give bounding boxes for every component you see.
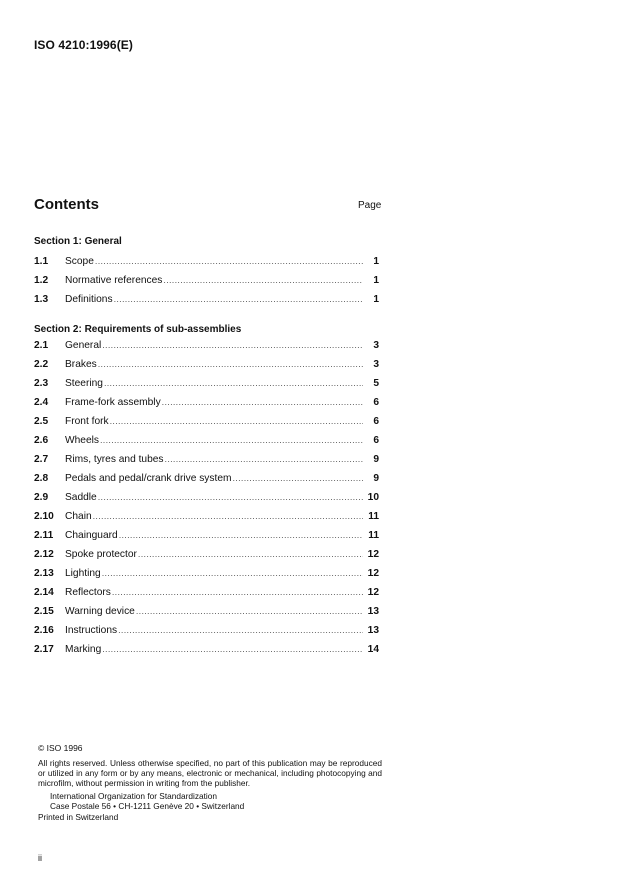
toc-entry-number: 2.8 [34, 473, 49, 484]
toc-leader-dots [95, 256, 363, 266]
toc-entry-number: 2.15 [34, 606, 54, 617]
toc-entry-number: 2.2 [34, 359, 49, 370]
toc-entry-page: 1 [373, 256, 379, 267]
toc-entry[interactable] [34, 397, 382, 416]
toc-entry-page: 9 [373, 473, 379, 484]
toc-entry-page: 6 [373, 416, 379, 427]
toc-entry-number: 2.6 [34, 435, 49, 446]
toc-entry-title: Wheels [65, 435, 99, 446]
toc-entry-title: Saddle [65, 492, 97, 503]
toc-entry-page: 5 [373, 378, 379, 389]
toc-entry-title: Lighting [65, 568, 101, 579]
toc-entry-page: 6 [373, 397, 379, 408]
toc-leader-dots [162, 397, 363, 407]
toc-entry[interactable] [34, 359, 382, 378]
toc-entry[interactable] [34, 492, 382, 511]
toc-entry[interactable] [34, 275, 382, 294]
toc-leader-dots [136, 606, 363, 616]
toc-leader-dots [112, 587, 363, 597]
toc-leader-dots [102, 644, 363, 654]
toc-entry-page: 6 [373, 435, 379, 446]
toc-entry-title: Warning device [65, 606, 135, 617]
toc-leader-dots [93, 511, 363, 521]
toc-leader-dots [98, 492, 363, 502]
rights-statement: All rights reserved. Unless otherwise specified, no part of this publication may be reproduced or utilized in any form or by any means, electronic or mechanical, including photocopying and microfilm, without permission in writing from the publisher. [38, 758, 382, 788]
toc-entry[interactable] [34, 530, 382, 549]
section-heading: Section 1: General [34, 236, 122, 247]
toc-list [34, 256, 382, 313]
toc-entry-title: General [65, 340, 102, 351]
toc-entry-number: 2.5 [34, 416, 49, 427]
toc-entry[interactable] [34, 340, 382, 359]
toc-entry-title: Frame-fork assembly [65, 397, 161, 408]
toc-entry-title: Front fork [65, 416, 109, 427]
toc-entry-page: 13 [367, 625, 379, 636]
toc-entry-title: Marking [65, 644, 102, 655]
toc-entry-number: 2.14 [34, 587, 54, 598]
toc-entry-title: Instructions [65, 625, 118, 636]
toc-entry[interactable] [34, 644, 382, 663]
toc-entry-number: 2.11 [34, 530, 54, 541]
standard-id: ISO 4210:1996(E) [34, 38, 133, 52]
toc-leader-dots [104, 378, 363, 388]
toc-entry-number: 2.16 [34, 625, 54, 636]
toc-entry-number: 2.7 [34, 454, 49, 465]
toc-entry-title: Reflectors [65, 587, 111, 598]
toc-leader-dots [102, 340, 363, 350]
toc-entry[interactable] [34, 568, 382, 587]
page-number: ii [38, 853, 42, 863]
toc-entry-title: Chainguard [65, 530, 118, 541]
toc-leader-dots [232, 473, 363, 483]
toc-entry-number: 1.2 [34, 275, 49, 286]
toc-entry-page: 12 [367, 568, 379, 579]
copyright-notice: © ISO 1996 [38, 743, 83, 753]
toc-entry-page: 9 [373, 454, 379, 465]
organization-name: International Organization for Standardization [50, 791, 217, 801]
toc-entry-number: 2.1 [34, 340, 49, 351]
toc-entry-number: 2.10 [34, 511, 54, 522]
toc-entry[interactable] [34, 294, 382, 313]
toc-leader-dots [138, 549, 363, 559]
toc-entry[interactable] [34, 454, 382, 473]
toc-entry-page: 11 [368, 511, 379, 522]
toc-entry-title: Definitions [65, 294, 113, 305]
toc-entry-page: 10 [367, 492, 379, 503]
toc-leader-dots [110, 416, 363, 426]
toc-entry-title: Chain [65, 511, 92, 522]
toc-leader-dots [118, 625, 363, 635]
toc-entry-number: 2.9 [34, 492, 49, 503]
toc-entry-page: 1 [373, 275, 379, 286]
toc-entry[interactable] [34, 606, 382, 625]
toc-entry-number: 2.17 [34, 644, 54, 655]
toc-entry-title: Steering [65, 378, 103, 389]
toc-entry-page: 12 [367, 549, 379, 560]
toc-entry-title: Pedals and pedal/crank drive system [65, 473, 232, 484]
toc-entry[interactable] [34, 378, 382, 397]
toc-entry-title: Brakes [65, 359, 97, 370]
toc-entry-title: Spoke protector [65, 549, 137, 560]
toc-entry[interactable] [34, 511, 382, 530]
toc-entry-number: 2.3 [34, 378, 49, 389]
toc-entry-page: 1 [373, 294, 379, 305]
toc-entry-page: 3 [373, 340, 379, 351]
page-column-label: Page [358, 200, 382, 211]
toc-entry[interactable] [34, 587, 382, 606]
toc-entry-page: 13 [367, 606, 379, 617]
toc-entry[interactable] [34, 549, 382, 568]
toc-leader-dots [163, 275, 363, 285]
toc-entry[interactable] [34, 625, 382, 644]
organization-postal-address: Case Postale 56 • CH-1211 Genève 20 • Switzerland [50, 801, 245, 811]
toc-leader-dots [165, 454, 363, 464]
toc-entry-title: Normative references [65, 275, 163, 286]
section-heading: Section 2: Requirements of sub-assemblies [34, 324, 242, 335]
toc-entry-page: 11 [368, 530, 379, 541]
toc-leader-dots [98, 359, 363, 369]
toc-entry-number: 1.1 [34, 256, 49, 267]
printed-in: Printed in Switzerland [38, 812, 119, 822]
contents-title: Contents [34, 196, 99, 213]
toc-entry[interactable] [34, 435, 382, 454]
toc-entry-page: 3 [373, 359, 379, 370]
toc-entry-number: 2.12 [34, 549, 54, 560]
toc-entry[interactable] [34, 256, 382, 275]
toc-entry-title: Rims, tyres and tubes [65, 454, 164, 465]
toc-entry-page: 14 [367, 644, 379, 655]
toc-entry[interactable] [34, 473, 382, 492]
toc-leader-dots [102, 568, 363, 578]
toc-entry-number: 1.3 [34, 294, 49, 305]
organization-address [50, 791, 244, 811]
toc-leader-dots [119, 530, 363, 540]
toc-leader-dots [100, 435, 363, 445]
toc-entry-number: 2.4 [34, 397, 49, 408]
toc-entry-title: Scope [65, 256, 94, 267]
toc-leader-dots [114, 294, 363, 304]
toc-list [34, 340, 382, 663]
toc-entry-number: 2.13 [34, 568, 54, 579]
toc-entry[interactable] [34, 416, 382, 435]
toc-entry-page: 12 [367, 587, 379, 598]
